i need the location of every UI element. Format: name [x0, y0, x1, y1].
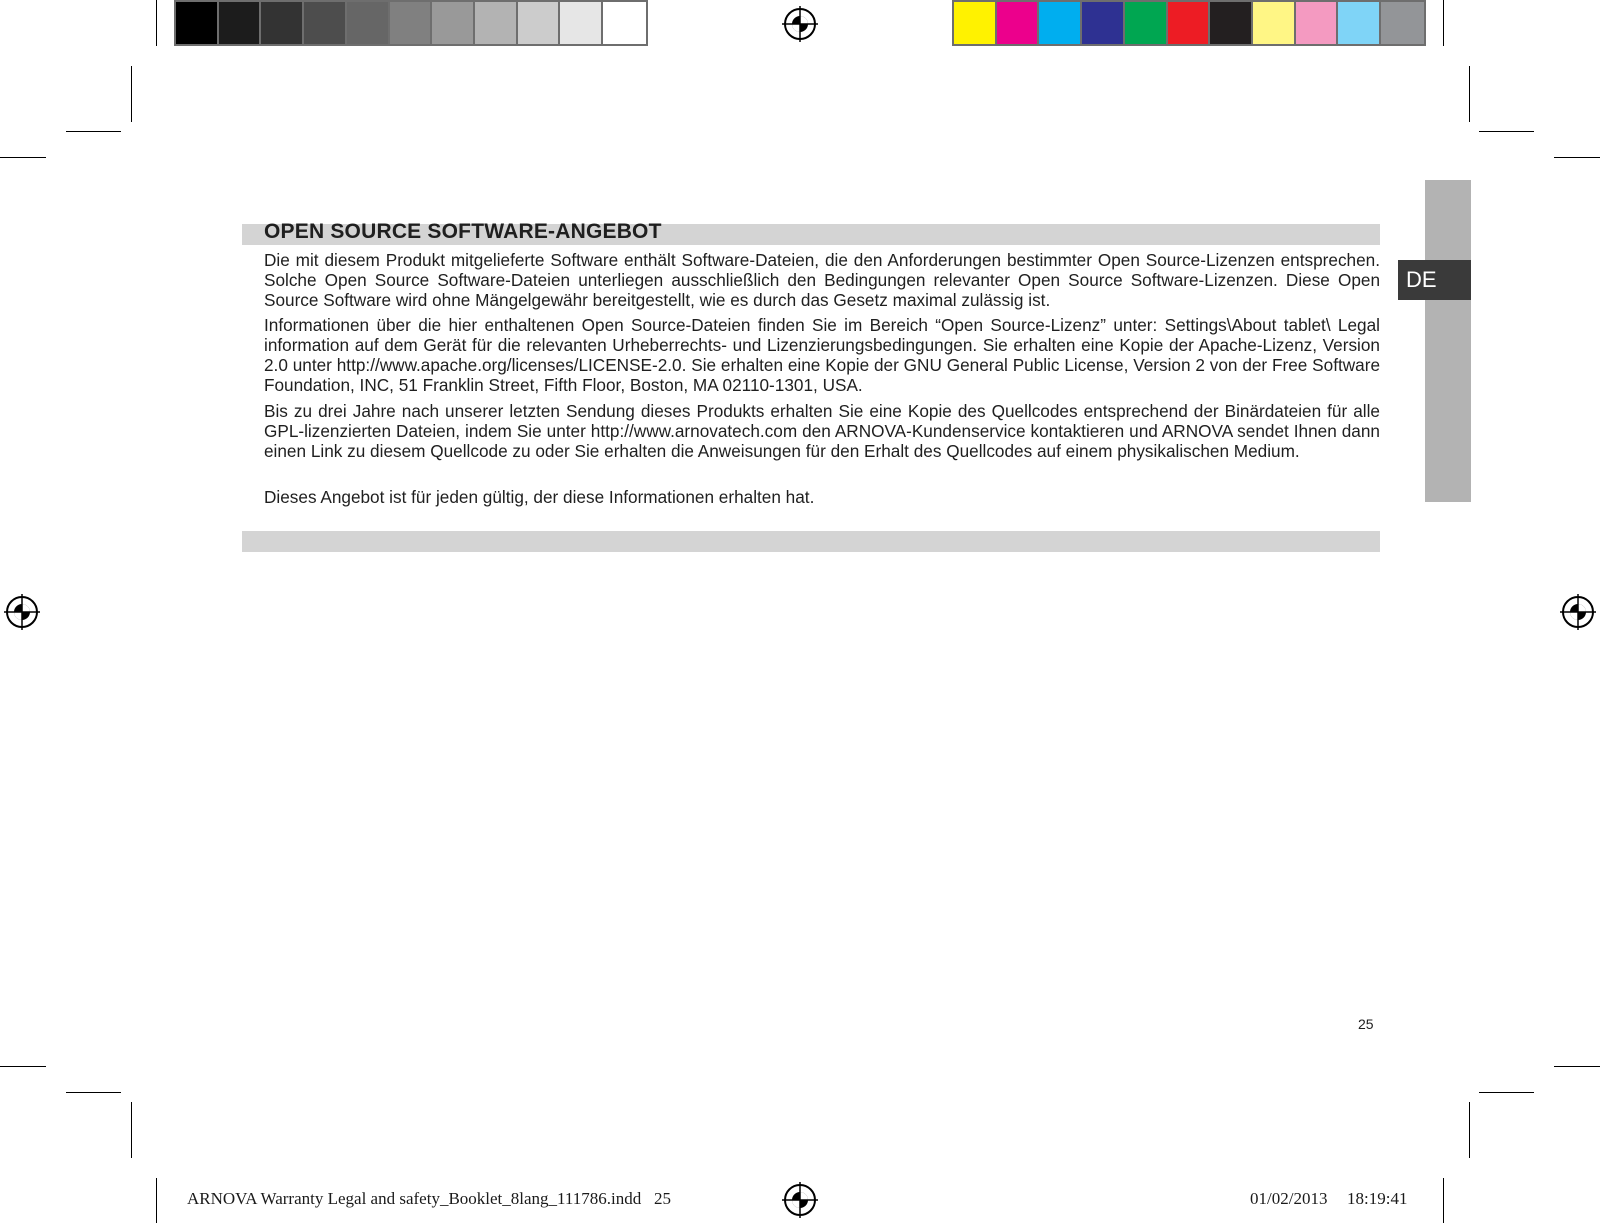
registration-mark-bottom-icon: [782, 1182, 818, 1218]
crop-mark: [1469, 1102, 1470, 1158]
color-swatch: [1381, 2, 1424, 44]
crop-mark: [0, 157, 46, 158]
color-swatch: [1253, 2, 1296, 44]
grayscale-color-bar: [174, 0, 648, 46]
color-swatch: [347, 2, 390, 44]
crop-mark: [131, 66, 132, 122]
slug-date: 01/02/2013: [1250, 1189, 1328, 1208]
color-swatch: [219, 2, 262, 44]
crop-mark: [0, 1066, 46, 1067]
registration-mark-top-icon: [782, 6, 818, 42]
color-swatch: [954, 2, 997, 44]
color-swatch: [261, 2, 304, 44]
color-swatch: [560, 2, 603, 44]
color-swatch: [432, 2, 475, 44]
section-title: OPEN SOURCE SOFTWARE-ANGEBOT: [264, 220, 662, 243]
page-number: 25: [1358, 1016, 1374, 1032]
paragraph-4: Dieses Angebot ist für jeden gültig, der diese Informationen erhalten hat.: [264, 487, 815, 507]
color-swatch: [304, 2, 347, 44]
crop-mark: [1554, 157, 1600, 158]
crop-mark: [66, 1092, 121, 1093]
registration-mark-left-icon: [4, 594, 40, 630]
crop-mark: [1554, 1066, 1600, 1067]
slug-time: 18:19:41: [1347, 1189, 1408, 1208]
color-swatch: [1210, 2, 1253, 44]
crop-mark: [156, 0, 157, 46]
crop-mark: [1443, 0, 1444, 46]
color-swatch: [1082, 2, 1125, 44]
process-color-bar: [952, 0, 1426, 46]
color-swatch: [475, 2, 518, 44]
registration-mark-right-icon: [1560, 594, 1596, 630]
color-swatch: [603, 2, 646, 44]
paragraph-1: Die mit diesem Produkt mitgelieferte Software enthält Software-Dateien, die den Anforderungen bestimmter Open Source-Lizenzen entsprechen. Solche Open Source Software-Dateien unterliegen ausschließlich den Bedingungen relevanter Open Source Software-Lizenzen. Diese Open Source Software wird ohne Mängelgewähr bereitgestellt, wie es durch das Gesetz maximal zulässig ist.: [264, 250, 1380, 310]
color-swatch: [1338, 2, 1381, 44]
color-swatch: [390, 2, 433, 44]
color-swatch: [1296, 2, 1339, 44]
slug-filename: ARNOVA Warranty Legal and safety_Booklet_8lang_111786.indd 25: [187, 1189, 672, 1208]
color-swatch: [1125, 2, 1168, 44]
side-tab-strip: [1425, 180, 1471, 502]
crop-mark: [66, 131, 121, 132]
color-swatch: [1039, 2, 1082, 44]
paragraph-2: Informationen über die hier enthaltenen Open Source-Dateien finden Sie im Bereich “Open Source-Lizenz” unter: Settings\About tablet\ Legal information auf dem Gerät für die relevanten Urheberrechts- und Lizenzierungsbedingungen. Sie erhalten eine Kopie der Apache-Lizenz, Version 2.0 unter http://www.apache.org/licenses/LICENSE-2.0. Sie erhalten eine Kopie der GNU General Public License, Version 2 von der Free Software Foundation, INC, 51 Franklin Street, Fifth Floor, Boston, MA 02110-1301, USA.: [264, 315, 1380, 395]
color-swatch: [176, 2, 219, 44]
color-swatch: [1168, 2, 1211, 44]
crop-mark: [1469, 66, 1470, 122]
language-tab: DE: [1398, 260, 1471, 300]
color-swatch: [518, 2, 561, 44]
crop-mark: [1479, 1092, 1534, 1093]
crop-mark: [1479, 131, 1534, 132]
color-swatch: [997, 2, 1040, 44]
section-footer-bar: [242, 531, 1380, 552]
crop-mark: [1443, 1178, 1444, 1223]
crop-mark: [131, 1102, 132, 1158]
crop-mark: [156, 1178, 157, 1223]
paragraph-3: Bis zu drei Jahre nach unserer letzten Sendung dieses Produkts erhalten Sie eine Kopie des Quellcodes entsprechend der Binärdateien für alle GPL-lizenzierten Dateien, indem Sie unter http://www.arnovatech.com den ARNOVA-Kundenservice kontaktieren und ARNOVA sendet Ihnen dann einen Link zu diesem Quellcode zu oder Sie erhalten die Anweisungen für den Erhalt des Quellcodes auf einem physikalischen Medium.: [264, 401, 1380, 461]
